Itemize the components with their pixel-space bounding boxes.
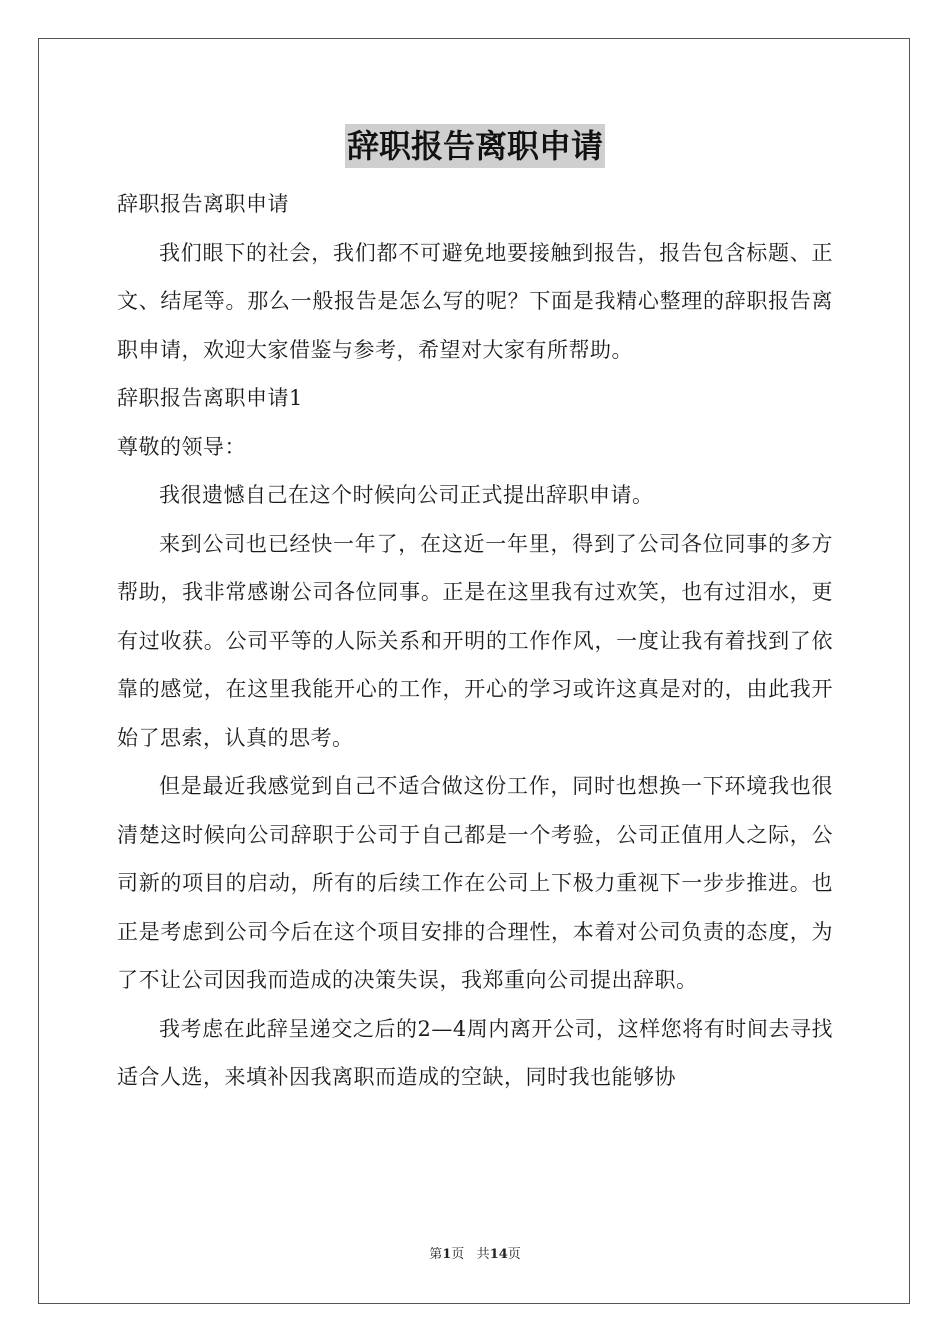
paragraph: 辞职报告离职申请 [117, 192, 289, 216]
document-title: 辞职报告离职申请 [345, 124, 605, 168]
footer-prefix: 第 [429, 1247, 443, 1262]
current-page-number: 1 [442, 1247, 452, 1262]
paragraph: 我考虑在此辞呈递交之后的2—4周内离开公司，这样您将有时间去寻找适合人选，来填补因我离职而造成的空缺，同时我也能够协 [117, 1016, 833, 1089]
paragraph: 我们眼下的社会，我们都不可避免地要接触到报告，报告包含标题、正文、结尾等。那么一般报告是怎么写的呢？下面是我精心整理的辞职报告离职申请，欢迎大家借鉴与参考，希望对大家有所帮助。 [117, 240, 833, 362]
section-heading: 辞职报告离职申请1 [117, 386, 303, 410]
paragraph: 但是最近我感觉到自己不适合做这份工作，同时也想换一下环境我也很清楚这时候向公司辞职于公司于自己都是一个考验，公司正值用人之际，公司新的项目的启动，所有的后续工作在公司上下极力重视下一步步推进。也正是考虑到公司今后在这个项目安排的合理性，本着对公司负责的态度，为了不让公司因我而造成的决策失误，我郑重向公司提出辞职。 [117, 774, 833, 992]
footer-total-suffix: 页 [507, 1247, 521, 1262]
paragraph: 来到公司也已经快一年了，在这近一年里，得到了公司各位同事的多方帮助，我非常感谢公司各位同事。正是在这里我有过欢笑，也有过泪水，更有过收获。公司平等的人际关系和开明的工作作风，一度让我有着找到了依靠的感觉，在这里我能开心的工作，开心的学习或许这真是对的，由此我开始了思索，认真的思考。 [117, 531, 833, 750]
title-container [0, 124, 950, 168]
document-body [117, 180, 833, 1102]
footer-page-suffix: 页 [451, 1247, 465, 1262]
page-footer [0, 1245, 950, 1265]
total-pages-number: 14 [489, 1247, 508, 1262]
footer-total-prefix: 共 [476, 1247, 490, 1262]
paragraph: 我很遗憾自己在这个时候向公司正式提出辞职申请。 [159, 483, 654, 507]
salutation: 尊敬的领导： [117, 434, 246, 459]
